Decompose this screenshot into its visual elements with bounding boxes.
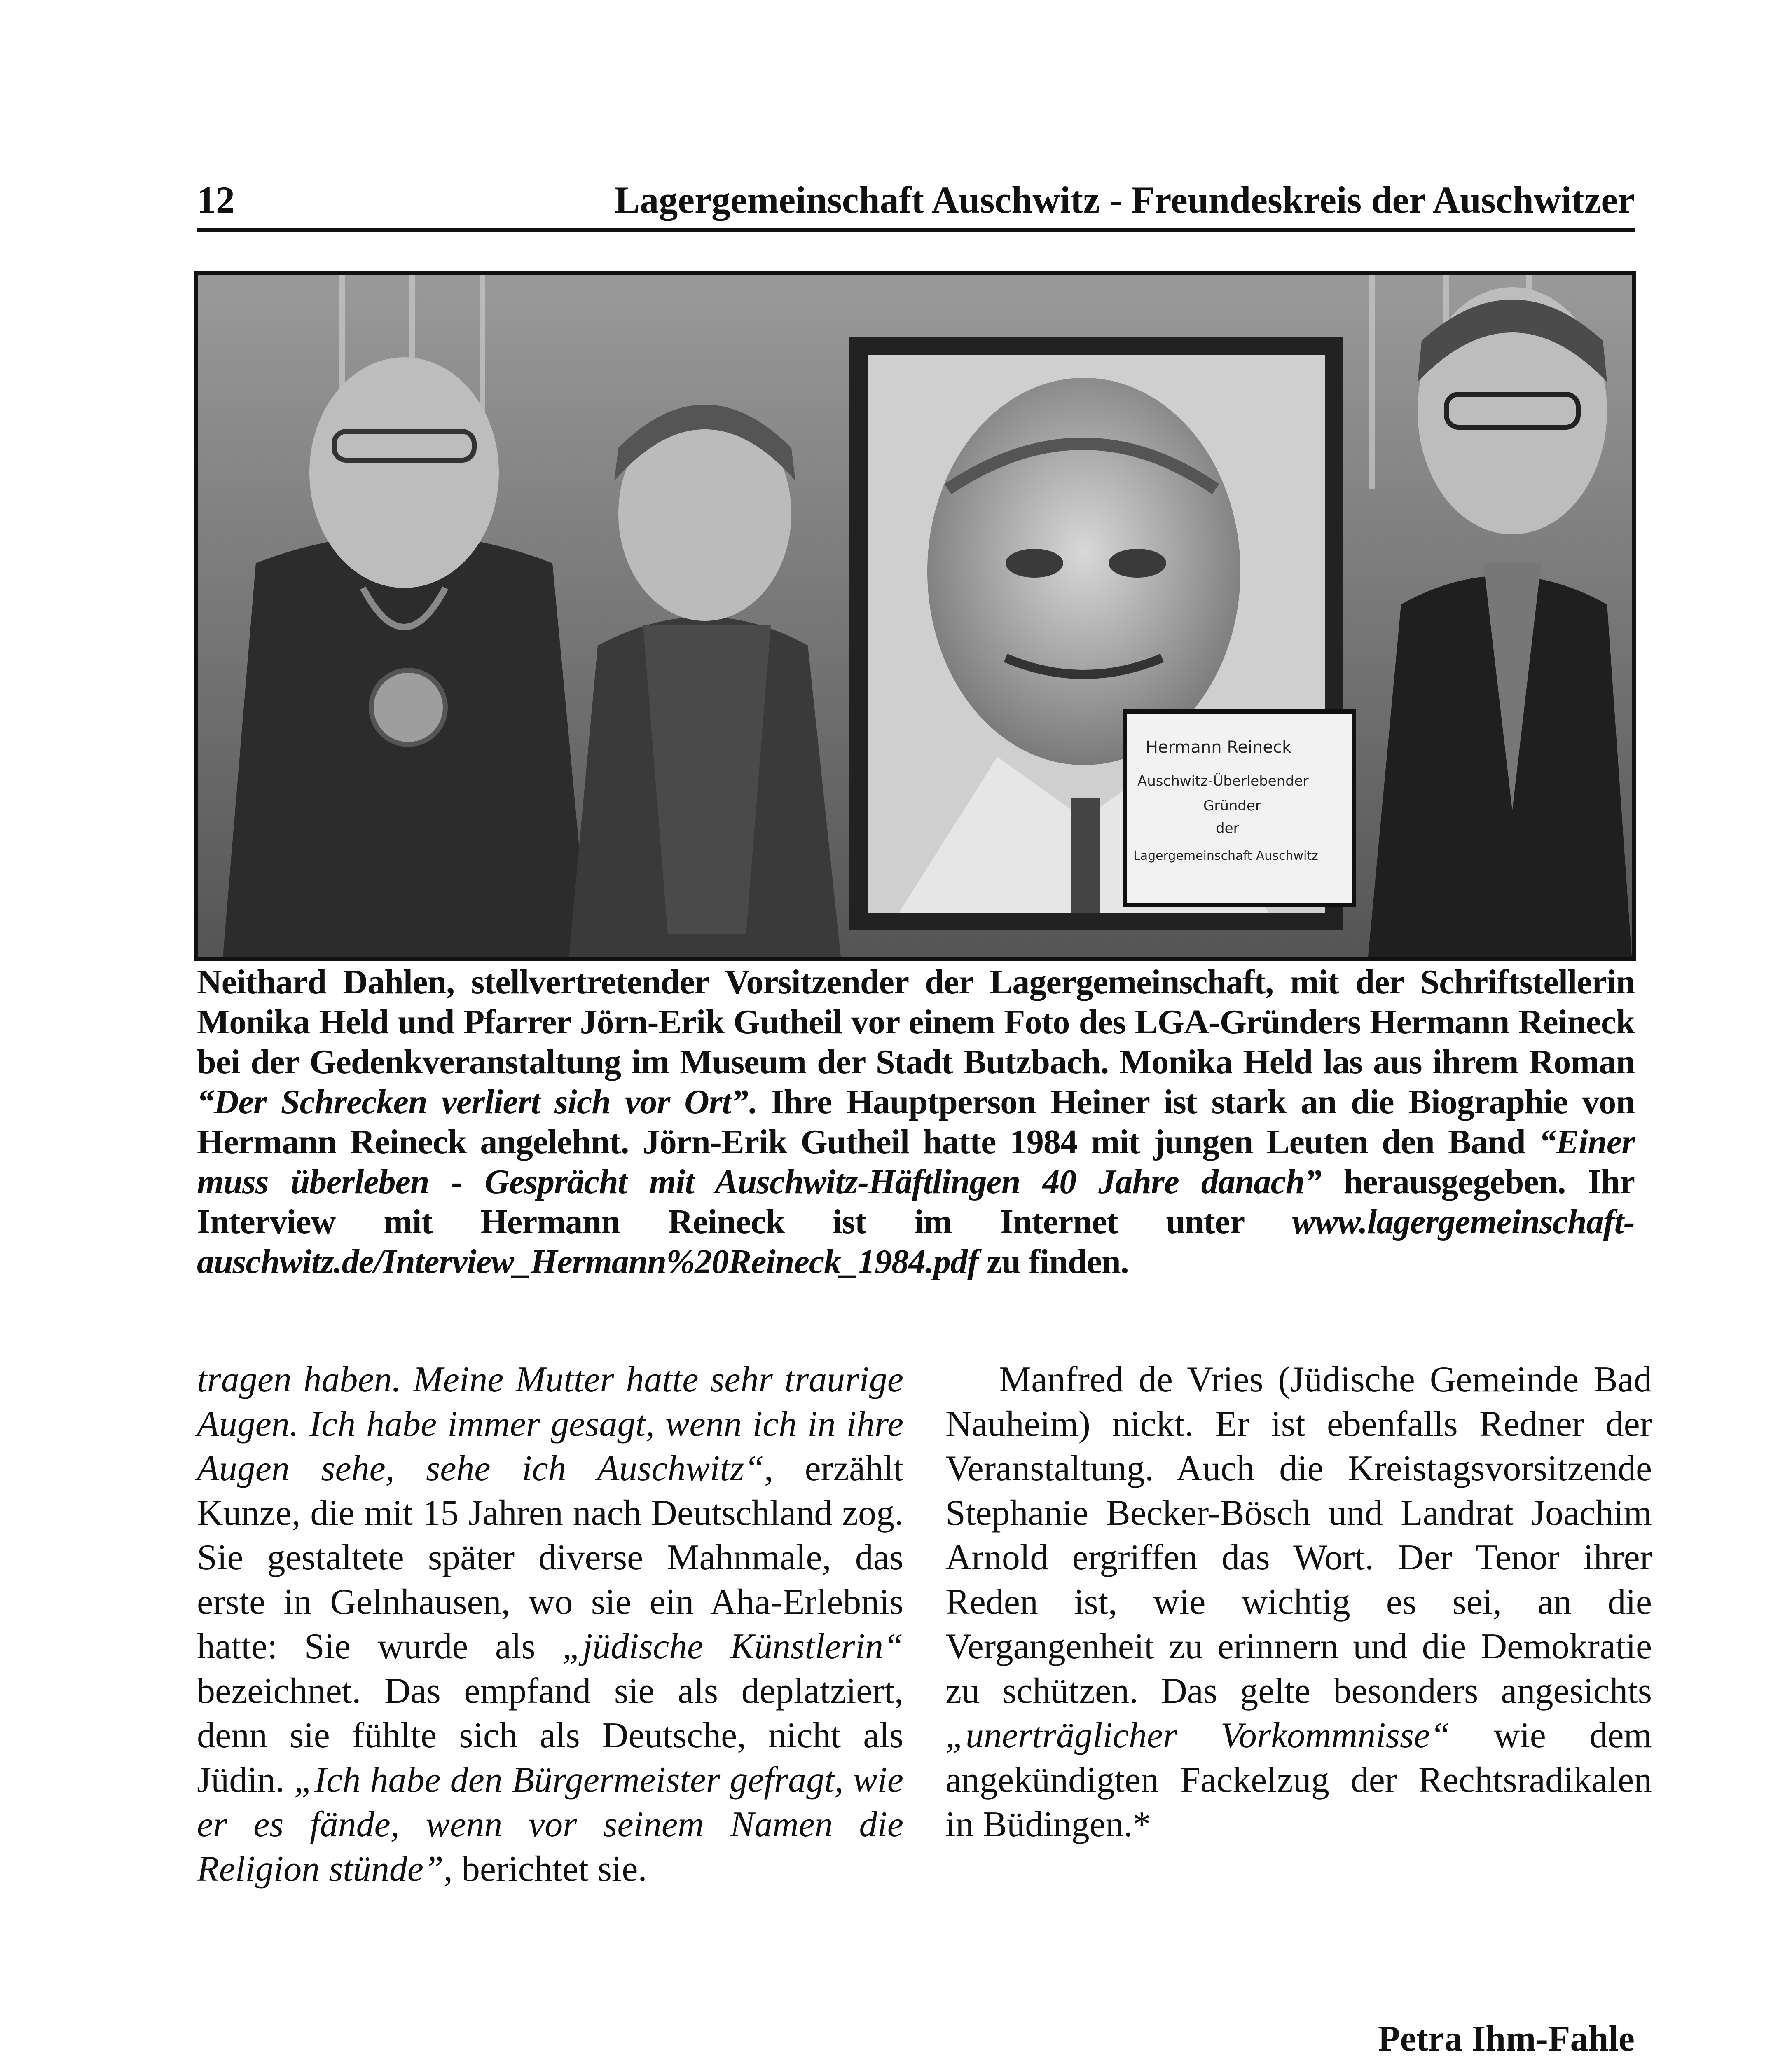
sign-line-1: Hermann Reineck [1146,738,1292,757]
right-quote: „unerträglicher Vorkommnisse“ [945,1716,1450,1756]
caption-novel-title: “Der Schrecken verliert sich vor Ort” [197,1083,748,1121]
page-number: 12 [197,179,235,221]
sign-line-4: der [1216,820,1239,837]
left-column [197,1358,903,1891]
event-photo-illustration [198,275,1632,957]
running-title: Lagergemeinschaft Auschwitz - Freundeskreis der Auschwitzer [614,179,1635,221]
right-text-1: Manfred de Vries (Jüdische Gemeinde Bad Nauheim) nickt. Er ist ebenfalls Redner der Veranstaltung. Auch die Kreistagsvorsitzende Stephanie Becker-Bösch und Landrat Joachim Arnold ergriffen das Wort. Der Tenor ihrer Reden ist, wie wichtig es sei, an die Vergangenheit zu erinnern und die Demokratie zu schützen. Das gelte besonders angesichts [945,1360,1652,1711]
author-name: Petra Ihm-Fahle [1378,2019,1635,2059]
caption-text-4: zu finden. [978,1243,1129,1281]
left-text-2: bezeichnet. Das empfand sie als deplatziert, denn sie fühlte sich als Deutsche, nicht als Jüdin. [197,1671,903,1800]
caption-text-3: herausgegeben. Ihr Interview mit Hermann Reineck ist im Internet unter [197,1163,1635,1241]
right-text-2: wie dem angekündigten Fackelzug der Rechtsradikalen in Büdingen.* [945,1716,1652,1845]
page-header [197,175,1635,225]
left-quote-3: „Ich habe den Bürgermeister gefragt, wie er es fände, wenn vor seinem Namen die Religion stünde” [197,1760,903,1889]
sign-line-2: Auschwitz-Überlebender [1137,773,1309,789]
photo-caption [197,962,1635,1282]
right-column [945,1358,1652,1847]
event-photo [194,271,1636,961]
sign-line-5: Lagergemeinschaft Auschwitz [1133,849,1318,863]
header-rule [197,228,1635,232]
sign-line-3: Gründer [1203,798,1261,814]
left-text-3: , berichtet sie. [443,1849,647,1889]
left-quote-2: „jüdische Künstlerin“ [562,1627,903,1667]
caption-url: www.lagergemeinschaft-auschwitz.de/Interview_Hermann%20Reineck_1984.pdf [197,1203,1635,1281]
caption-text-1: Neithard Dahlen, stellvertretender Vorsitzender der Lagergemeinschaft, mit der Schriftstellerin Monika Held und Pfarrer Jörn-Erik Gutheil vor einem Foto des LGA-Gründers Hermann Reineck bei der Gedenkveranstaltung im Museum der Stadt Butzbach. Monika Held las aus ihrem Roman [197,963,1635,1081]
caption-band-title: “Einer muss überleben - Gesprächt mit Auschwitz-Häftlingen 40 Jahre danach” [197,1123,1635,1201]
caption-text-2: . Ihre Hauptperson Heiner ist stark an die Biographie von Hermann Reineck angelehnt. Jörn-Erik Gutheil hatte 1984 mit jungen Leuten den Band [197,1083,1635,1161]
left-text-1: , erzählt Kunze, die mit 15 Jahren nach Deutschland zog. Sie gestaltete später diverse Mahnmale, das erste in Gelnhausen, wo sie ein Aha-Erlebnis hatte: Sie wurde als [197,1449,903,1667]
left-quote-1: tragen haben. Meine Mutter hatte sehr traurige Augen. Ich habe immer gesagt, wenn ich in ihre Augen sehe, sehe ich Auschwitz“ [197,1360,903,1489]
